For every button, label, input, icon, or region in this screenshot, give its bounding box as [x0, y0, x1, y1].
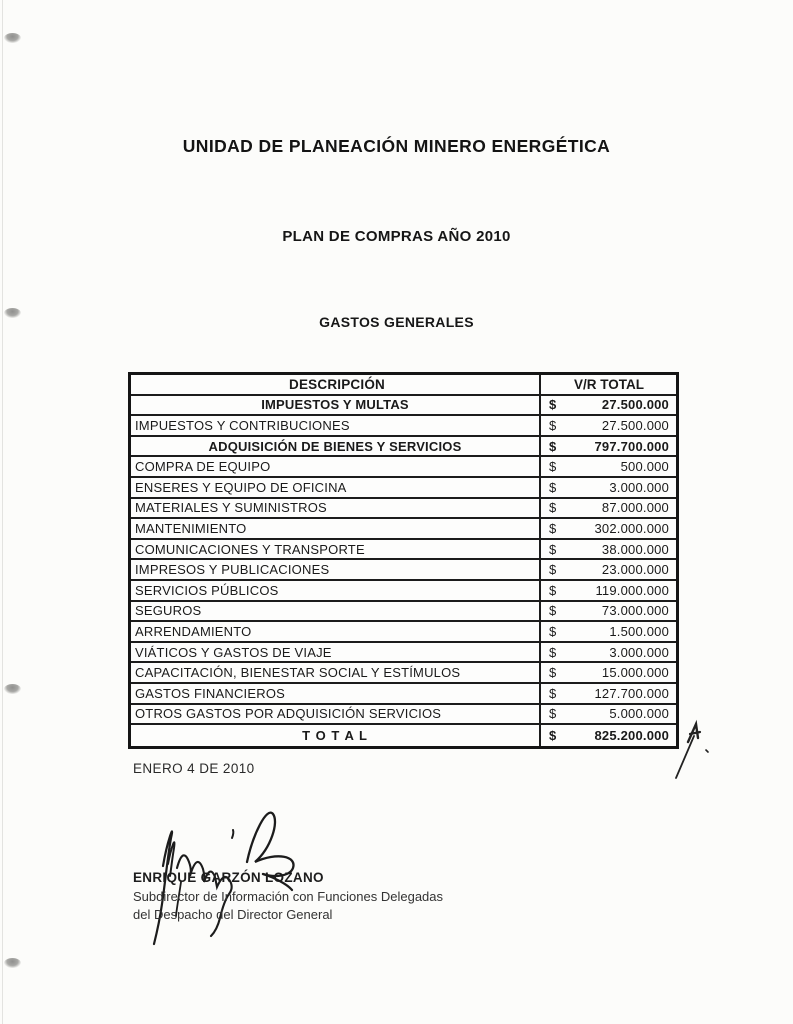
- row-description: ENSERES Y EQUIPO DE OFICINA: [131, 478, 541, 497]
- currency-symbol: $: [549, 438, 557, 454]
- table-row: [131, 622, 676, 643]
- currency-symbol: $: [549, 623, 557, 639]
- row-amount: 5.000.000: [609, 706, 669, 722]
- row-description: MANTENIMIENTO: [131, 519, 541, 538]
- table-row: [131, 643, 676, 664]
- row-description: IMPUESTOS Y MULTAS: [131, 396, 541, 415]
- row-description: IMPRESOS Y PUBLICACIONES: [131, 560, 541, 579]
- signatory-role-line2: del Despacho del Director General: [133, 907, 333, 922]
- row-description: IMPUESTOS Y CONTRIBUCIONES: [131, 416, 541, 435]
- row-value: [541, 622, 676, 641]
- currency-symbol: $: [549, 644, 557, 660]
- row-amount: 3.000.000: [609, 479, 669, 495]
- document-title: UNIDAD DE PLANEACIÓN MINERO ENERGÉTICA: [182, 136, 611, 156]
- row-value: [541, 581, 676, 600]
- currency-symbol: $: [549, 479, 557, 495]
- table-row: [131, 581, 676, 602]
- row-description: ADQUISICIÓN DE BIENES Y SERVICIOS: [131, 437, 541, 456]
- header-total: V/R TOTAL: [574, 376, 644, 392]
- row-description: SERVICIOS PÚBLICOS: [131, 581, 541, 600]
- header-description: DESCRIPCIÓN: [131, 375, 541, 394]
- row-amount: 73.000.000: [601, 603, 669, 619]
- currency-symbol: $: [549, 603, 557, 619]
- table-row: [131, 602, 676, 623]
- row-description: COMUNICACIONES Y TRANSPORTE: [131, 540, 541, 559]
- currency-symbol: $: [549, 685, 557, 701]
- row-amount: 127.700.000: [594, 685, 669, 701]
- row-value: [541, 725, 676, 746]
- row-description: T O T A L: [131, 725, 541, 746]
- section-heading: GASTOS GENERALES: [319, 314, 474, 330]
- row-value: [541, 519, 676, 538]
- signatory-name: ENRIQUE GARZÓN LOZANO: [133, 870, 324, 885]
- signatory-role-line1: Subdirector de Información con Funciones Delegadas: [133, 889, 444, 904]
- row-amount: 1.500.000: [609, 623, 669, 639]
- table-row: [131, 705, 676, 726]
- table-row: [131, 663, 676, 684]
- table-row: [131, 540, 676, 561]
- row-description: COMPRA DE EQUIPO: [131, 457, 541, 476]
- row-amount: 119.000.000: [595, 582, 669, 598]
- row-value: [541, 478, 676, 497]
- row-value: [541, 684, 676, 703]
- row-value: [541, 457, 676, 476]
- currency-symbol: $: [549, 541, 557, 557]
- table-row: [131, 684, 676, 705]
- table-body: [131, 396, 676, 746]
- row-value: [541, 437, 676, 456]
- budget-table: [128, 372, 679, 749]
- row-value: [541, 499, 676, 518]
- table-row: [131, 725, 676, 746]
- row-value: [541, 396, 676, 415]
- currency-symbol: $: [549, 459, 557, 475]
- document-date: ENERO 4 DE 2010: [133, 761, 255, 776]
- currency-symbol: $: [549, 562, 557, 578]
- currency-symbol: $: [549, 706, 557, 722]
- table-row: [131, 457, 676, 478]
- row-amount: 500.000: [620, 459, 669, 475]
- row-value: [541, 663, 676, 682]
- row-amount: 3.000.000: [609, 644, 669, 660]
- table-row: [131, 396, 676, 417]
- row-amount: 27.500.000: [601, 397, 669, 413]
- row-value: [541, 602, 676, 621]
- currency-symbol: $: [549, 582, 557, 598]
- currency-symbol: $: [549, 520, 557, 536]
- document-subtitle: PLAN DE COMPRAS AÑO 2010: [282, 228, 511, 245]
- currency-symbol: $: [549, 500, 557, 516]
- row-description: MATERIALES Y SUMINISTROS: [131, 499, 541, 518]
- currency-symbol: $: [549, 665, 557, 681]
- table-row: [131, 437, 676, 458]
- row-amount: 825.200.000: [594, 727, 669, 743]
- currency-symbol: $: [549, 727, 557, 743]
- row-value: [541, 705, 676, 724]
- row-description: ARRENDAMIENTO: [131, 622, 541, 641]
- binding-hole-shadow-icon: [4, 33, 21, 43]
- row-amount: 797.700.000: [594, 438, 669, 454]
- row-amount: 23.000.000: [601, 562, 669, 578]
- table-header-row: [131, 375, 676, 396]
- currency-symbol: $: [549, 397, 557, 413]
- table-row: [131, 416, 676, 437]
- table-row: [131, 499, 676, 520]
- row-description: CAPACITACIÓN, BIENESTAR SOCIAL Y ESTÍMULOS: [131, 663, 541, 682]
- row-amount: 38.000.000: [601, 541, 669, 557]
- row-value: [541, 416, 676, 435]
- row-value: [541, 540, 676, 559]
- row-amount: 27.500.000: [601, 417, 669, 433]
- table-row: [131, 560, 676, 581]
- table-row: [131, 519, 676, 540]
- row-amount: 15.000.000: [601, 665, 669, 681]
- binding-hole-shadow-icon: [4, 684, 21, 694]
- row-description: SEGUROS: [131, 602, 541, 621]
- row-value: [541, 560, 676, 579]
- row-description: VIÁTICOS Y GASTOS DE VIAJE: [131, 643, 541, 662]
- table-row: [131, 478, 676, 499]
- row-description: OTROS GASTOS POR ADQUISICIÓN SERVICIOS: [131, 705, 541, 724]
- currency-symbol: $: [549, 417, 557, 433]
- row-value: [541, 643, 676, 662]
- row-amount: 87.000.000: [601, 500, 669, 516]
- row-amount: 302.000.000: [594, 520, 669, 536]
- binding-hole-shadow-icon: [4, 958, 21, 968]
- row-description: GASTOS FINANCIEROS: [131, 684, 541, 703]
